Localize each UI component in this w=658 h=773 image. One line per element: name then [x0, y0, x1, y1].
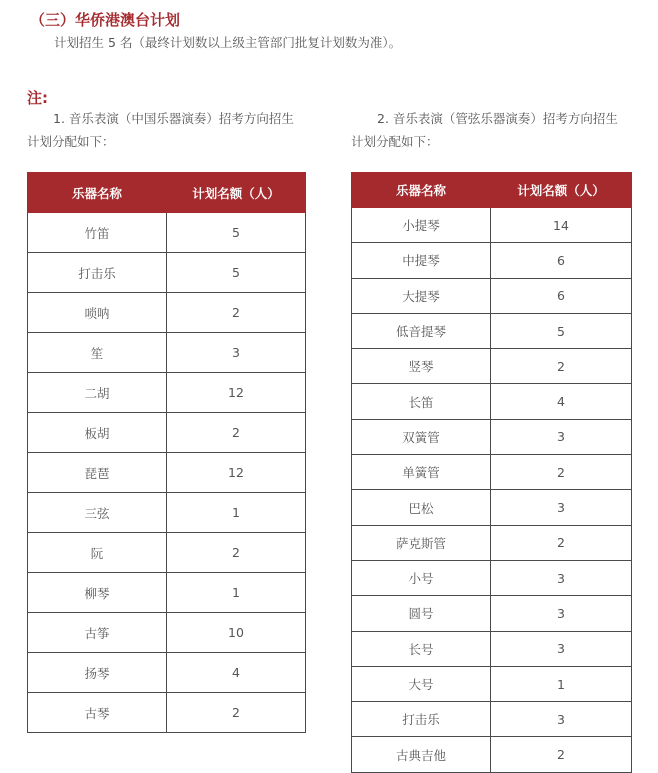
quota-cell: 3 [491, 560, 632, 595]
note-title: 注: [27, 89, 48, 107]
instrument-name-cell: 唢呐 [28, 293, 167, 333]
table-row [352, 419, 632, 454]
quota-cell: 12 [167, 453, 306, 493]
table-row [352, 596, 632, 631]
instrument-name-cell: 大提琴 [352, 278, 491, 313]
quota-cell: 2 [491, 737, 632, 772]
table-row [28, 293, 306, 333]
instrument-name-cell: 二胡 [28, 373, 167, 413]
right-intro-line1: 2. 音乐表演（管弦乐器演奏）招考方向招生 [377, 111, 618, 126]
quota-cell: 6 [491, 278, 632, 313]
instrument-name-cell: 古典吉他 [352, 737, 491, 772]
quota-cell: 1 [491, 666, 632, 701]
quota-cell: 3 [491, 490, 632, 525]
table-row [352, 384, 632, 419]
instrument-name-cell: 竖琴 [352, 349, 491, 384]
table-row [352, 243, 632, 278]
quota-cell: 5 [167, 213, 306, 253]
instrument-name-cell: 低音提琴 [352, 313, 491, 348]
quota-header: 计划名额（人） [491, 173, 632, 208]
quota-cell: 2 [491, 349, 632, 384]
table-row [28, 613, 306, 653]
quota-cell: 1 [167, 573, 306, 613]
quota-cell: 2 [491, 455, 632, 490]
instrument-name-cell: 萨克斯管 [352, 525, 491, 560]
table-row [352, 737, 632, 772]
instrument-name-cell: 巴松 [352, 490, 491, 525]
instrument-name-cell: 小号 [352, 560, 491, 595]
left-intro-line1: 1. 音乐表演（中国乐器演奏）招考方向招生 [53, 111, 294, 126]
quota-cell: 3 [491, 702, 632, 737]
instrument-name-cell: 琵琶 [28, 453, 167, 493]
table-row [352, 455, 632, 490]
instrument-name-cell: 中提琴 [352, 243, 491, 278]
quota-cell: 2 [167, 293, 306, 333]
right-intro [351, 107, 641, 153]
table-row [28, 213, 306, 253]
quota-cell: 5 [167, 253, 306, 293]
table-row [352, 525, 632, 560]
table-header-row [352, 173, 632, 208]
table-row [28, 333, 306, 373]
left-intro [27, 107, 317, 153]
quota-cell: 5 [491, 313, 632, 348]
quota-cell: 3 [491, 419, 632, 454]
quota-cell: 10 [167, 613, 306, 653]
table-row [352, 666, 632, 701]
table-row [352, 631, 632, 666]
quota-cell: 6 [491, 243, 632, 278]
quota-cell: 2 [167, 693, 306, 733]
orchestral-instruments-body [352, 208, 632, 773]
quota-cell: 1 [167, 493, 306, 533]
instrument-name-cell: 打击乐 [28, 253, 167, 293]
table-row [28, 533, 306, 573]
quota-cell: 3 [167, 333, 306, 373]
instrument-name-cell: 笙 [28, 333, 167, 373]
table-row [28, 653, 306, 693]
instrument-name-cell: 长笛 [352, 384, 491, 419]
instrument-name-header: 乐器名称 [352, 173, 491, 208]
table-row [28, 413, 306, 453]
instrument-name-cell: 圆号 [352, 596, 491, 631]
table-row [28, 573, 306, 613]
quota-cell: 14 [491, 208, 632, 243]
table-row [28, 453, 306, 493]
chinese-instruments-table [27, 172, 306, 733]
table-header-row [28, 173, 306, 213]
quota-cell: 12 [167, 373, 306, 413]
instrument-name-cell: 双簧管 [352, 419, 491, 454]
instrument-name-cell: 大号 [352, 666, 491, 701]
quota-text: 计划招生 5 名（最终计划数以上级主管部门批复计划数为准）。 [54, 35, 402, 50]
table-row [352, 313, 632, 348]
instrument-name-cell: 古琴 [28, 693, 167, 733]
orchestral-instruments-table [351, 172, 632, 773]
quota-cell: 3 [491, 596, 632, 631]
chinese-instruments-body [28, 213, 306, 733]
instrument-name-cell: 柳琴 [28, 573, 167, 613]
instrument-name-cell: 单簧管 [352, 455, 491, 490]
instrument-name-cell: 扬琴 [28, 653, 167, 693]
quota-cell: 2 [167, 533, 306, 573]
section-heading: （三）华侨港澳台计划 [30, 11, 181, 29]
table-row [352, 208, 632, 243]
quota-cell: 2 [167, 413, 306, 453]
table-row [28, 253, 306, 293]
instrument-name-cell: 竹笛 [28, 213, 167, 253]
instrument-name-cell: 长号 [352, 631, 491, 666]
table-row [352, 278, 632, 313]
table-row [28, 373, 306, 413]
instrument-name-cell: 阮 [28, 533, 167, 573]
instrument-name-header: 乐器名称 [28, 173, 167, 213]
quota-cell: 4 [167, 653, 306, 693]
table-row [352, 349, 632, 384]
quota-cell: 3 [491, 631, 632, 666]
table-row [352, 702, 632, 737]
instrument-name-cell: 古筝 [28, 613, 167, 653]
table-row [28, 493, 306, 533]
right-intro-line2: 计划分配如下： [351, 134, 439, 149]
quota-cell: 2 [491, 525, 632, 560]
table-row [352, 490, 632, 525]
table-row [28, 693, 306, 733]
instrument-name-cell: 三弦 [28, 493, 167, 533]
left-intro-line2: 计划分配如下： [27, 134, 115, 149]
quota-header: 计划名额（人） [167, 173, 306, 213]
table-row [352, 560, 632, 595]
instrument-name-cell: 小提琴 [352, 208, 491, 243]
quota-cell: 4 [491, 384, 632, 419]
instrument-name-cell: 板胡 [28, 413, 167, 453]
instrument-name-cell: 打击乐 [352, 702, 491, 737]
